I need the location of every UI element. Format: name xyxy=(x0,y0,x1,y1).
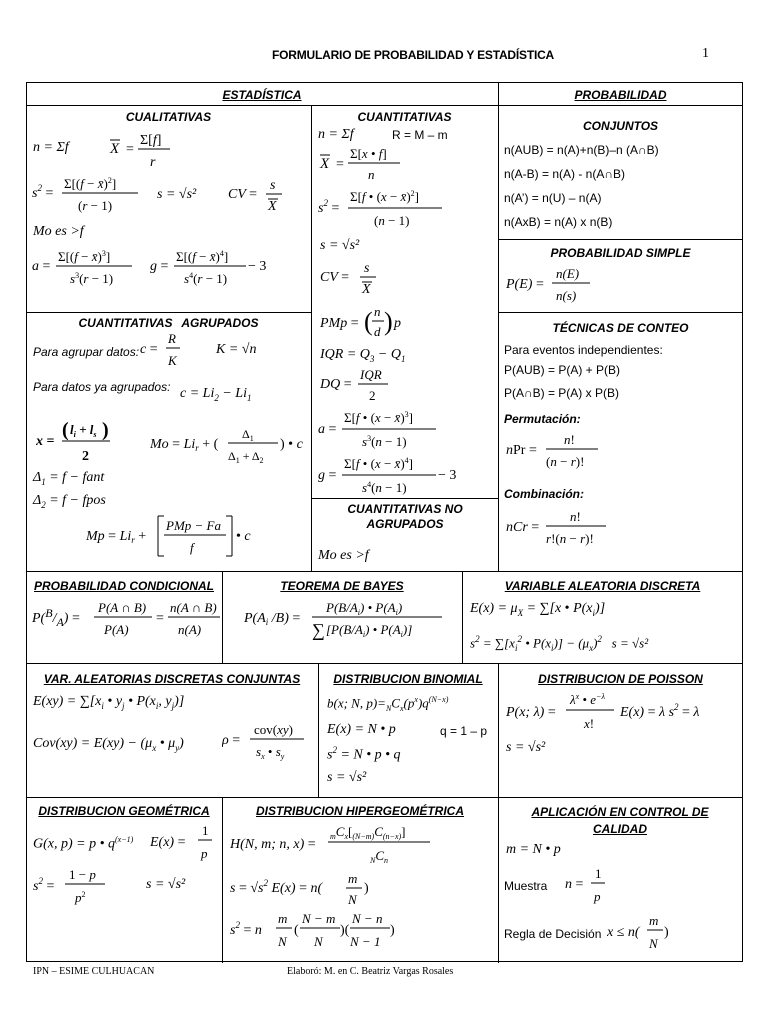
svg-text:x =: x = xyxy=(36,434,55,449)
svg-text:IQR: IQR xyxy=(360,367,382,382)
formula-c-agrupar xyxy=(140,330,190,377)
svg-text:− 3: − 3 xyxy=(248,259,267,274)
formula-prob-union: P(AUB) = P(A) + P(B) xyxy=(504,363,621,377)
svg-text:∑: ∑ xyxy=(312,620,325,640)
svg-text:s4(n − 1): $s^4(n - 1)$ xyxy=(362,480,407,495)
svg-text:Σ[(f − x̄)4]: Σ[(f − x̄)$^4$] xyxy=(176,249,229,264)
svg-text:s3(r − 1): $s^3(r - 1)$ xyxy=(70,271,114,286)
header-binomial: DISTRIBUCION BINOMIAL xyxy=(333,672,483,686)
svg-text:N: N xyxy=(649,936,658,951)
formula-muestra xyxy=(565,866,615,913)
header-cuantitativas-agrupados: CUANTITATIVAS AGRUPADOS xyxy=(78,316,259,330)
svg-text:n!: n! xyxy=(564,432,575,447)
svg-text:): ) xyxy=(384,307,393,336)
label-eventos-independientes: Para eventos independientes: xyxy=(504,343,663,357)
svg-text:CV =: CV = xyxy=(320,270,350,285)
formula-kurtosis-cuant xyxy=(318,452,468,503)
svg-text:m: m xyxy=(348,871,358,886)
svg-text:E(x) = λ s2 = λ: E(x) = λ $s^2 = \lambda$ xyxy=(620,702,700,720)
header-cuantitativas: CUANTITATIVAS xyxy=(357,110,452,124)
divider xyxy=(26,571,743,572)
divider xyxy=(498,312,743,313)
header-probabilidad: PROBABILIDAD xyxy=(574,88,667,102)
svg-text:(: ( xyxy=(364,307,373,336)
formula-expected-value: $E(x) = \mu_X = \sum[x$ • $P(x_i)$] xyxy=(470,601,606,618)
formula-c-ya-agrupados: $c = Li_2 - Li_1$ xyxy=(180,386,252,403)
header-conjuntos: CONJUNTOS xyxy=(582,119,659,133)
header-control-calidad: APLICACIÓN EN CONTROL DE CALIDAD xyxy=(531,805,709,836)
header-probabilidad-condicional: PROBABILIDAD CONDICIONAL xyxy=(34,579,214,593)
svg-text:d: d xyxy=(374,324,381,339)
svg-text:X: X xyxy=(268,199,277,214)
svg-text:)(: )( xyxy=(340,923,350,938)
svg-text:n!: n! xyxy=(570,509,581,524)
formula-prob-simple xyxy=(506,265,606,310)
svg-text:n(A): n(A) xyxy=(178,622,202,637)
header-probabilidad-simple: PROBABILIDAD SIMPLE xyxy=(550,246,691,260)
formula-binomial-expected: E(x) = N • p xyxy=(327,722,396,737)
svg-text:H(N, m; n, x) =: H(N, m; n, x) = xyxy=(230,837,316,852)
svg-text:mCx[(N−m)C(n−x)]: $_mC_x[_{(N-m)}C_{(n-x)}]$ xyxy=(330,824,406,841)
svg-text:s2 =: $s^2$ = xyxy=(33,876,55,894)
header-teorema-bayes: TEOREMA DE BAYES xyxy=(280,579,404,593)
svg-text:N: N xyxy=(348,892,357,907)
svg-text:2: 2 xyxy=(82,449,89,464)
svg-text:1: 1 xyxy=(595,866,602,881)
svg-text:n: n xyxy=(368,167,375,182)
svg-text:DQ =: DQ = xyxy=(320,377,352,392)
formula-mode-agrupados xyxy=(150,426,310,475)
mode-no-agrupados: Mo es >f xyxy=(318,548,369,563)
formula-geometrica: G(x, p) = p • $q^{(x-1)}$ xyxy=(33,835,134,852)
header-tecnicas-conteo: TÉCNICAS DE CONTEO xyxy=(552,321,689,335)
formula-geometrica-std: s = √s² xyxy=(146,877,186,892)
divider xyxy=(498,663,499,963)
svg-text:Σ[f • (x − x̄)3]: Σ[f • (x − x̄)$^3$] xyxy=(344,410,414,425)
formula-hipergeometrica xyxy=(230,822,450,873)
divider xyxy=(222,797,223,963)
formula-correlation xyxy=(222,720,312,773)
svg-text:ρ =: ρ = xyxy=(222,733,241,748)
svg-text:PMp =: PMp = xyxy=(320,316,359,331)
footer-institution: IPN – ESIME CULHUACAN xyxy=(33,966,155,977)
svg-text:(: ( xyxy=(294,923,299,938)
svg-text:s2 =: $s^2$ = xyxy=(318,198,340,216)
formula-n-sum: n = Σf xyxy=(33,140,69,155)
svg-text:Δ1: $\Delta_1$ xyxy=(242,427,254,443)
label-permutacion: Permutación: xyxy=(504,412,581,426)
label-para-agrupar: Para agrupar datos: xyxy=(33,345,140,359)
svg-text:): ) xyxy=(102,419,109,441)
svg-text:P(E) =: P(E) = xyxy=(506,277,544,292)
svg-text:p: p xyxy=(201,846,208,861)
svg-text:n(A ∩ B): n(A ∩ B) xyxy=(170,600,217,615)
set-formula-complement: n(A’) = n(U) – n(A) xyxy=(504,191,602,205)
svg-text:): ) xyxy=(664,925,669,940)
formula-prob-interseccion: P(A∩B) = P(A) x P(B) xyxy=(504,386,619,400)
svg-text:f: f xyxy=(190,540,194,555)
svg-text:s: s xyxy=(270,178,276,193)
header-poisson: DISTRIBUCION DE POISSON xyxy=(538,672,703,686)
svg-text:li + ls: $l_i + l_s$ xyxy=(70,422,97,439)
svg-text:P(B/A) =: P(B/A) = xyxy=(32,606,80,629)
formula-poisson xyxy=(506,690,736,739)
label-regla-decision: Regla de Decisión xyxy=(504,927,602,941)
header-estadistica: ESTADÍSTICA xyxy=(222,88,302,102)
svg-text:X: X xyxy=(320,156,330,172)
divider xyxy=(311,105,312,572)
svg-text:N − n: N − n xyxy=(352,911,383,926)
formula-prob-condicional xyxy=(32,598,222,647)
formula-n-sum-cuant: n = Σf xyxy=(318,127,354,142)
formula-binomial-q: q = 1 – p xyxy=(440,724,488,738)
svg-text:P(B/Ai) • P(Ai): $P(B/A_i)$ • $P(A_i)$ xyxy=(326,600,403,617)
formula-expected-joint: $E(xy) = \sum[x_i$ • $y_j$ • $P(x_i$, $y_j$)] xyxy=(33,694,185,711)
formula-variance-discreta: $s^2 = \sum[x_i^2$ • $P(x_i)] - (\mu_x)^2$ s = √s² xyxy=(470,634,649,653)
svg-text:• c: • c xyxy=(236,529,251,544)
label-combinacion: Combinación: xyxy=(504,487,584,501)
svg-text:E(x) =: E(x) = xyxy=(150,835,186,850)
svg-text:n: n xyxy=(374,304,381,319)
svg-text:n(s): n(s) xyxy=(556,288,577,303)
formula-skewness-cualitativa xyxy=(32,243,142,294)
formula-std-cuant: s = √s² xyxy=(320,238,360,253)
mode-cualitativa: Mo es >f xyxy=(33,224,84,239)
svg-text:m: m xyxy=(649,913,659,928)
svg-text:s2 = n: $s^2 = n$ xyxy=(230,920,262,938)
svg-text:1 − p: 1 − p xyxy=(69,867,96,882)
formula-binomial-std: s = √s² xyxy=(327,770,367,785)
svg-text:=: = xyxy=(336,157,344,172)
svg-text:λx • e−λ: $\lambda^x$ • $e^{-\lambda}$ xyxy=(570,692,605,707)
svg-text:n(E): n(E) xyxy=(556,266,580,281)
svg-text:x ≤ n(: x ≤ n( xyxy=(607,925,640,940)
svg-text:N − m: N − m xyxy=(302,911,336,926)
svg-text:N: N xyxy=(314,934,323,949)
formula-std-cualitativa: s = √s² xyxy=(157,187,197,202)
divider xyxy=(26,312,311,313)
formula-delta2: $\Delta_2 = f$ − fpos xyxy=(33,493,106,510)
formula-bayes xyxy=(244,598,454,651)
svg-text:g =: g = xyxy=(150,259,169,274)
divider xyxy=(26,105,743,106)
header-cuantitativas-no-agrupados: CUANTITATIVAS NO AGRUPADOS xyxy=(347,502,463,531)
svg-text:p2: $p^2$ xyxy=(75,890,86,905)
formula-iqr: IQR = $Q_3 - Q_1$ xyxy=(320,347,406,364)
divider xyxy=(26,663,743,664)
formula-geometrica-expected xyxy=(150,822,220,871)
svg-text:Σ[f]: Σ[f] xyxy=(140,133,162,148)
formula-pmp xyxy=(320,300,410,351)
svg-text:r: r xyxy=(150,155,156,170)
svg-text:a =: a = xyxy=(32,259,51,274)
svg-text:1: 1 xyxy=(202,823,209,838)
formula-kurtosis-cualitativa xyxy=(150,243,270,294)
svg-text:Δ1 + Δ2: $\Delta_1 + \Delta_2$ xyxy=(228,449,264,465)
svg-text:K: K xyxy=(168,353,177,368)
svg-text:(r − 1): (r − 1) xyxy=(78,198,113,213)
header-cualitativas: CUALITATIVAS xyxy=(125,110,212,124)
svg-text:P(A): P(A) xyxy=(104,622,129,637)
svg-text:s: s xyxy=(364,261,370,276)
svg-text:NCn: $_NC_n$ xyxy=(370,848,389,865)
svg-text:a =: a = xyxy=(318,422,337,437)
formula-median-agrupados xyxy=(86,512,266,567)
svg-text:N − 1: N − 1 xyxy=(350,934,381,949)
svg-text:c =: c = xyxy=(140,342,158,357)
svg-text:s2 =: $s^2$ = xyxy=(32,183,54,201)
svg-text:[P(B/Ai) • P(Ai)]: [$P(B/A_i)$ • $P(A_i)$] xyxy=(326,622,413,639)
svg-text:P(Ai /B) =: $P(A_i$ /B) = xyxy=(244,611,301,627)
formula-skewness-cuant xyxy=(318,406,448,457)
svg-text:x!: x! xyxy=(584,716,595,731)
svg-text:(n − 1): (n − 1) xyxy=(374,213,410,228)
svg-text:R: R xyxy=(168,331,176,346)
svg-text:CV =: CV = xyxy=(228,187,258,202)
svg-text:n =: n = xyxy=(565,877,584,892)
svg-text:s4(r − 1): $s^4(r - 1)$ xyxy=(184,271,228,286)
svg-text:(n − r)!: (n − r)! xyxy=(546,454,585,469)
svg-text:): ) xyxy=(364,881,369,896)
divider xyxy=(26,797,743,798)
svg-text:): ) xyxy=(390,923,395,938)
svg-text:Σ[(f − x̄)2]: Σ[(f − x̄)$^2$] xyxy=(64,176,117,191)
svg-text:nCr =: nCr = xyxy=(506,520,540,535)
header-var-conjuntas: VAR. ALEATORIAS DISCRETAS CONJUNTAS xyxy=(43,672,301,686)
svg-text:p: p xyxy=(594,889,601,904)
formula-binomial: b(x; N, $p)=_NC_x(p^x)q^{(N-x)}$ xyxy=(327,695,449,713)
formula-class-mark xyxy=(36,418,116,471)
formula-k-sqrt: K = √n xyxy=(216,342,257,357)
svg-text:X: X xyxy=(110,141,120,157)
svg-text:Σ[(f − x̄)3]: Σ[(f − x̄)$^3$] xyxy=(58,249,111,264)
svg-text:2: 2 xyxy=(369,388,376,403)
formula-poisson-std: s = √s² xyxy=(506,740,546,755)
svg-text:Mp = Lir +: $Mp = Li_r$ + xyxy=(86,529,147,545)
svg-text:s3(n − 1): $s^3(n - 1)$ xyxy=(362,434,407,449)
formula-hipergeometrica-variance xyxy=(230,910,400,959)
svg-text:cov(xy): cov(xy) xyxy=(254,722,293,737)
svg-text:− 3: − 3 xyxy=(438,468,457,483)
divider xyxy=(498,239,743,240)
formula-mean-cuant xyxy=(318,143,408,190)
header-geometrica: DISTRIBUCION GEOMÉTRICA xyxy=(38,804,210,818)
svg-text:P(x; λ) =: P(x; λ) = xyxy=(506,705,556,720)
set-formula-union: n(AUB) = n(A)+n(B)–n (A∩B) xyxy=(504,143,659,157)
label-ya-agrupados: Para datos ya agrupados: xyxy=(33,380,171,394)
svg-text:r!(n − r)!: r!(n − r)! xyxy=(546,531,594,546)
set-formula-product: n(AxB) = n(A) x n(B) xyxy=(504,215,613,229)
formula-control-m: m = N • p xyxy=(506,842,561,857)
formula-range: R = M – m xyxy=(392,128,448,142)
formula-combinacion xyxy=(506,507,616,554)
formula-cv-cuant xyxy=(320,259,390,304)
svg-text:Σ[x • f]: Σ[x • f] xyxy=(350,146,387,161)
set-formula-difference: n(A-B) = n(A) - n(A∩B) xyxy=(504,167,625,181)
header-variable-discreta: VARIABLE ALEATORIA DISCRETA xyxy=(504,579,701,593)
svg-text:m: m xyxy=(278,911,288,926)
svg-text:X: X xyxy=(362,282,371,297)
page-title: FORMULARIO DE PROBABILIDAD Y ESTADÍSTICA xyxy=(272,48,555,62)
formula-covariance: $Cov(xy) = E(xy) - (\mu_x$ • $\mu_y$) xyxy=(33,736,184,753)
formula-dq xyxy=(320,366,400,411)
svg-text:g =: g = xyxy=(318,468,337,483)
svg-text:Σ[f • (x − x̄)2]: Σ[f • (x − x̄)$^2$] xyxy=(350,189,420,204)
svg-text:P(A ∩ B): P(A ∩ B) xyxy=(98,600,147,615)
header-hipergeometrica: DISTRIBUCION HIPERGEOMÉTRICA xyxy=(255,804,464,818)
formula-regla-decision xyxy=(607,912,677,961)
svg-text:PMp − Fa: PMp − Fa xyxy=(166,518,221,533)
svg-text:nPr =: nPr = xyxy=(506,443,537,458)
formula-variance-cuant xyxy=(318,185,448,236)
page-number: 1 xyxy=(702,46,709,61)
svg-text:(: ( xyxy=(62,419,69,441)
label-muestra: Muestra xyxy=(504,879,548,893)
svg-text:) • c: ) • c xyxy=(280,437,303,452)
svg-text:Mo = Lir + (: $Mo = Li_r$ + ( xyxy=(150,437,219,453)
formula-binomial-variance: $s^2 = N$ • p • q xyxy=(327,745,401,763)
svg-text:p: p xyxy=(394,316,401,331)
svg-text:s = √s2 E(x) = n(: $s = √s^2$ E(x) = n( xyxy=(230,878,323,896)
svg-text:N: N xyxy=(278,934,287,949)
formula-geometrica-variance xyxy=(33,866,123,915)
formula-variance-cualitativa xyxy=(32,170,142,221)
formula-hipergeometrica-expected xyxy=(230,870,380,915)
formula-delta1: $\Delta_1 = f$ − fant xyxy=(33,470,105,487)
svg-text:=: = xyxy=(156,611,164,626)
formula-permutacion xyxy=(506,430,606,477)
formula-cv-cualitativa xyxy=(228,176,288,221)
svg-text:Σ[f • (x − x̄)4]: Σ[f • (x − x̄)$^4$] xyxy=(344,456,414,471)
svg-text:sx • sy: $s_x$ • $s_y$ xyxy=(256,744,285,761)
footer-author: Elaboró: M. en C. Beatriz Vargas Rosales xyxy=(287,966,454,977)
svg-text:=: = xyxy=(126,142,134,157)
